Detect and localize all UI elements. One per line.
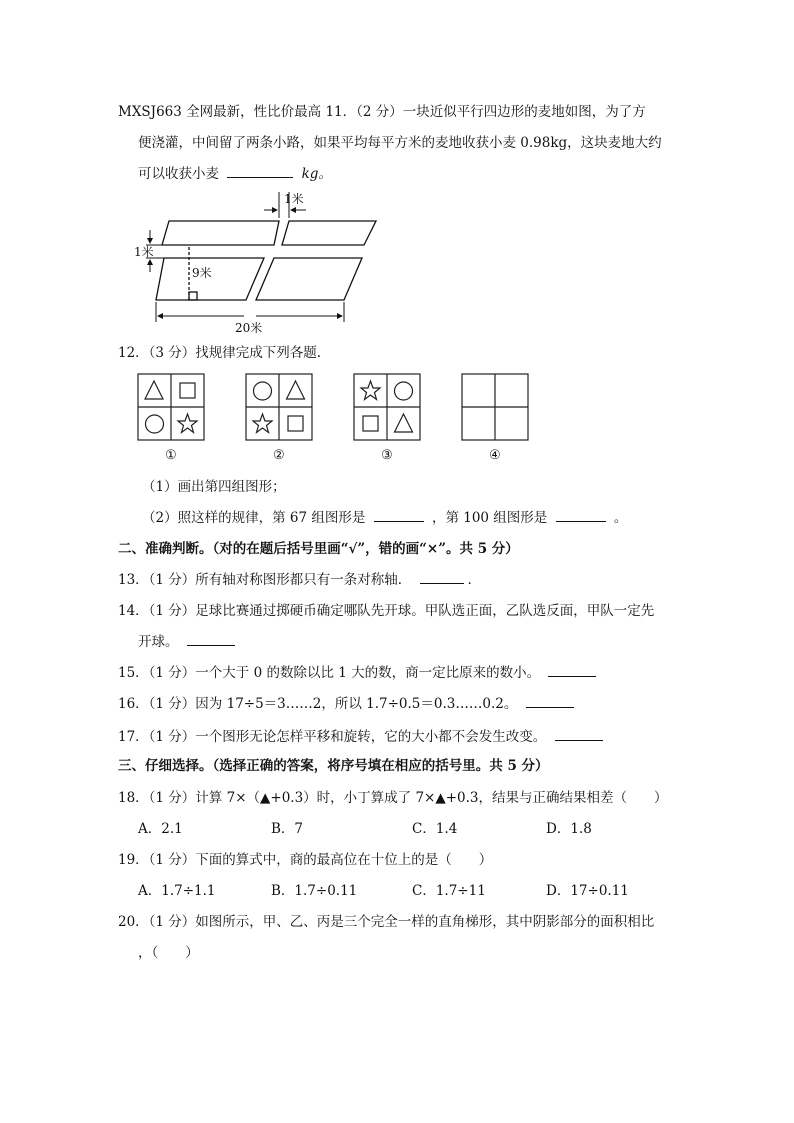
fig-label-base: 20米	[235, 321, 263, 335]
q19-option-b[interactable]: B．1.7÷0.11	[271, 883, 358, 899]
q19-option-c[interactable]: C．1.7÷11	[412, 883, 486, 899]
q12-sub2-a: （2）照这样的规律，第 67 组图形是	[142, 510, 366, 526]
pattern-box-2	[246, 374, 312, 440]
circle-icon	[395, 382, 413, 400]
fig-label-left: 1米	[134, 245, 154, 259]
q11-unit: kg。	[301, 166, 332, 182]
pattern-box-4	[462, 374, 528, 440]
q12-title: 12．（3 分）找规律完成下列各题.	[118, 345, 322, 361]
star-icon	[253, 414, 272, 433]
square-icon	[363, 416, 378, 431]
right-angle-mark	[189, 292, 197, 300]
q17	[118, 727, 607, 747]
q15	[118, 663, 600, 683]
q12-pattern-figure	[136, 373, 536, 465]
q13-answer-blank[interactable]	[420, 570, 464, 584]
q11-line-1: MXSJ663 全网最新，性比价最高 11．（2 分）一块近似平行四边形的麦地如图，为了方	[118, 104, 646, 120]
q19-stem: 19．（1 分）下面的算式中，商的最高位在十位上的是（ ）	[118, 852, 493, 868]
q18-option-a[interactable]: A．2.1	[138, 821, 183, 837]
q12-blank-100[interactable]	[556, 508, 606, 522]
q15-text: 15．（1 分）一个大于 0 的数除以比 1 大的数，商一定比原来的数小。	[118, 665, 541, 681]
q12-sub1: （1）画出第四组图形；	[142, 479, 286, 495]
triangle-icon	[395, 414, 413, 432]
q18-stem: 18．（1 分）计算 7×（▲+0.3）时，小丁算成了 7×▲+0.3，结果与正确结果相差（ ）	[118, 790, 668, 806]
triangle-icon	[287, 381, 305, 399]
q15-answer-blank[interactable]	[548, 663, 596, 677]
q13-text: 13．（1 分）所有轴对称图形都只有一条对称轴．	[118, 572, 412, 588]
section-3-heading: 三、仔细选择。（选择正确的答案，将序号填在相应的括号里。共 5 分）	[118, 758, 549, 774]
star-icon	[178, 414, 197, 433]
section-2-heading: 二、准确判断。（对的在题后括号里画“√”，错的画“×”。共 5 分）	[118, 541, 519, 557]
q12-sub2	[142, 508, 627, 528]
q11-answer-blank[interactable]	[227, 164, 293, 178]
circle-icon	[254, 382, 272, 400]
q18-option-b[interactable]: B．7	[271, 821, 304, 837]
box-label-4: ④	[489, 448, 501, 463]
q16	[118, 694, 578, 714]
triangle-icon	[145, 381, 163, 399]
q20-line-1: 20．（1 分）如图所示，甲、乙、丙是三个完全一样的直角梯形，其中阴影部分的面积相比	[118, 914, 655, 930]
field-top-left	[162, 221, 279, 245]
q16-text: 16．（1 分）因为 17÷5＝3……2，所以 1.7÷0.5＝0.3……0.2。	[118, 696, 518, 712]
q14-line-2	[138, 632, 239, 652]
circle-icon	[146, 415, 164, 433]
q11-line-3	[138, 164, 332, 184]
q19-option-a[interactable]: A．1.7÷1.1	[138, 883, 216, 899]
pattern-box-3	[354, 374, 420, 440]
square-icon	[180, 383, 195, 398]
q17-text: 17．（1 分）一个图形无论怎样平移和旋转，它的大小都不会发生改变。	[118, 729, 547, 745]
q11-line-3-text: 可以收获小麦	[138, 166, 219, 182]
q12-sub2-b: ，第 100 组图形是	[431, 510, 548, 526]
box-label-1: ①	[165, 448, 177, 463]
q12-sub2-c: 。	[613, 510, 628, 526]
q16-answer-blank[interactable]	[526, 694, 574, 708]
q13	[118, 570, 481, 590]
q12-blank-67[interactable]	[374, 508, 424, 522]
field-top-right	[282, 221, 376, 245]
fig-label-height: 9米	[192, 266, 212, 280]
q11-parallelogram-figure	[134, 188, 384, 336]
q14-line-1: 14．（1 分）足球比赛通过掷硬币确定哪队先开球。甲队选正面，乙队选反面，甲队一定先	[118, 603, 655, 619]
square-icon	[288, 416, 303, 431]
q14-text: 开球。	[138, 634, 179, 650]
q19-option-d[interactable]: D．17÷0.11	[546, 883, 629, 899]
q20-line-2: ，（ ）	[138, 945, 199, 961]
box-label-3: ③	[381, 448, 393, 463]
q17-answer-blank[interactable]	[555, 727, 603, 741]
q14-answer-blank[interactable]	[187, 632, 235, 646]
q18-option-d[interactable]: D．1.8	[546, 821, 592, 837]
box-label-2: ②	[273, 448, 285, 463]
q18-option-c[interactable]: C．1.4	[412, 821, 458, 837]
q13-end: ．	[467, 572, 482, 588]
q11-line-2: 便浇灌，中间留了两条小路，如果平均每平方米的麦地收获小麦 0.98kg，这块麦地大约	[138, 135, 662, 151]
pattern-box-1	[138, 374, 204, 440]
star-icon	[361, 381, 380, 400]
fig-label-top: 1米	[284, 192, 304, 206]
field-bottom-right	[256, 258, 362, 300]
